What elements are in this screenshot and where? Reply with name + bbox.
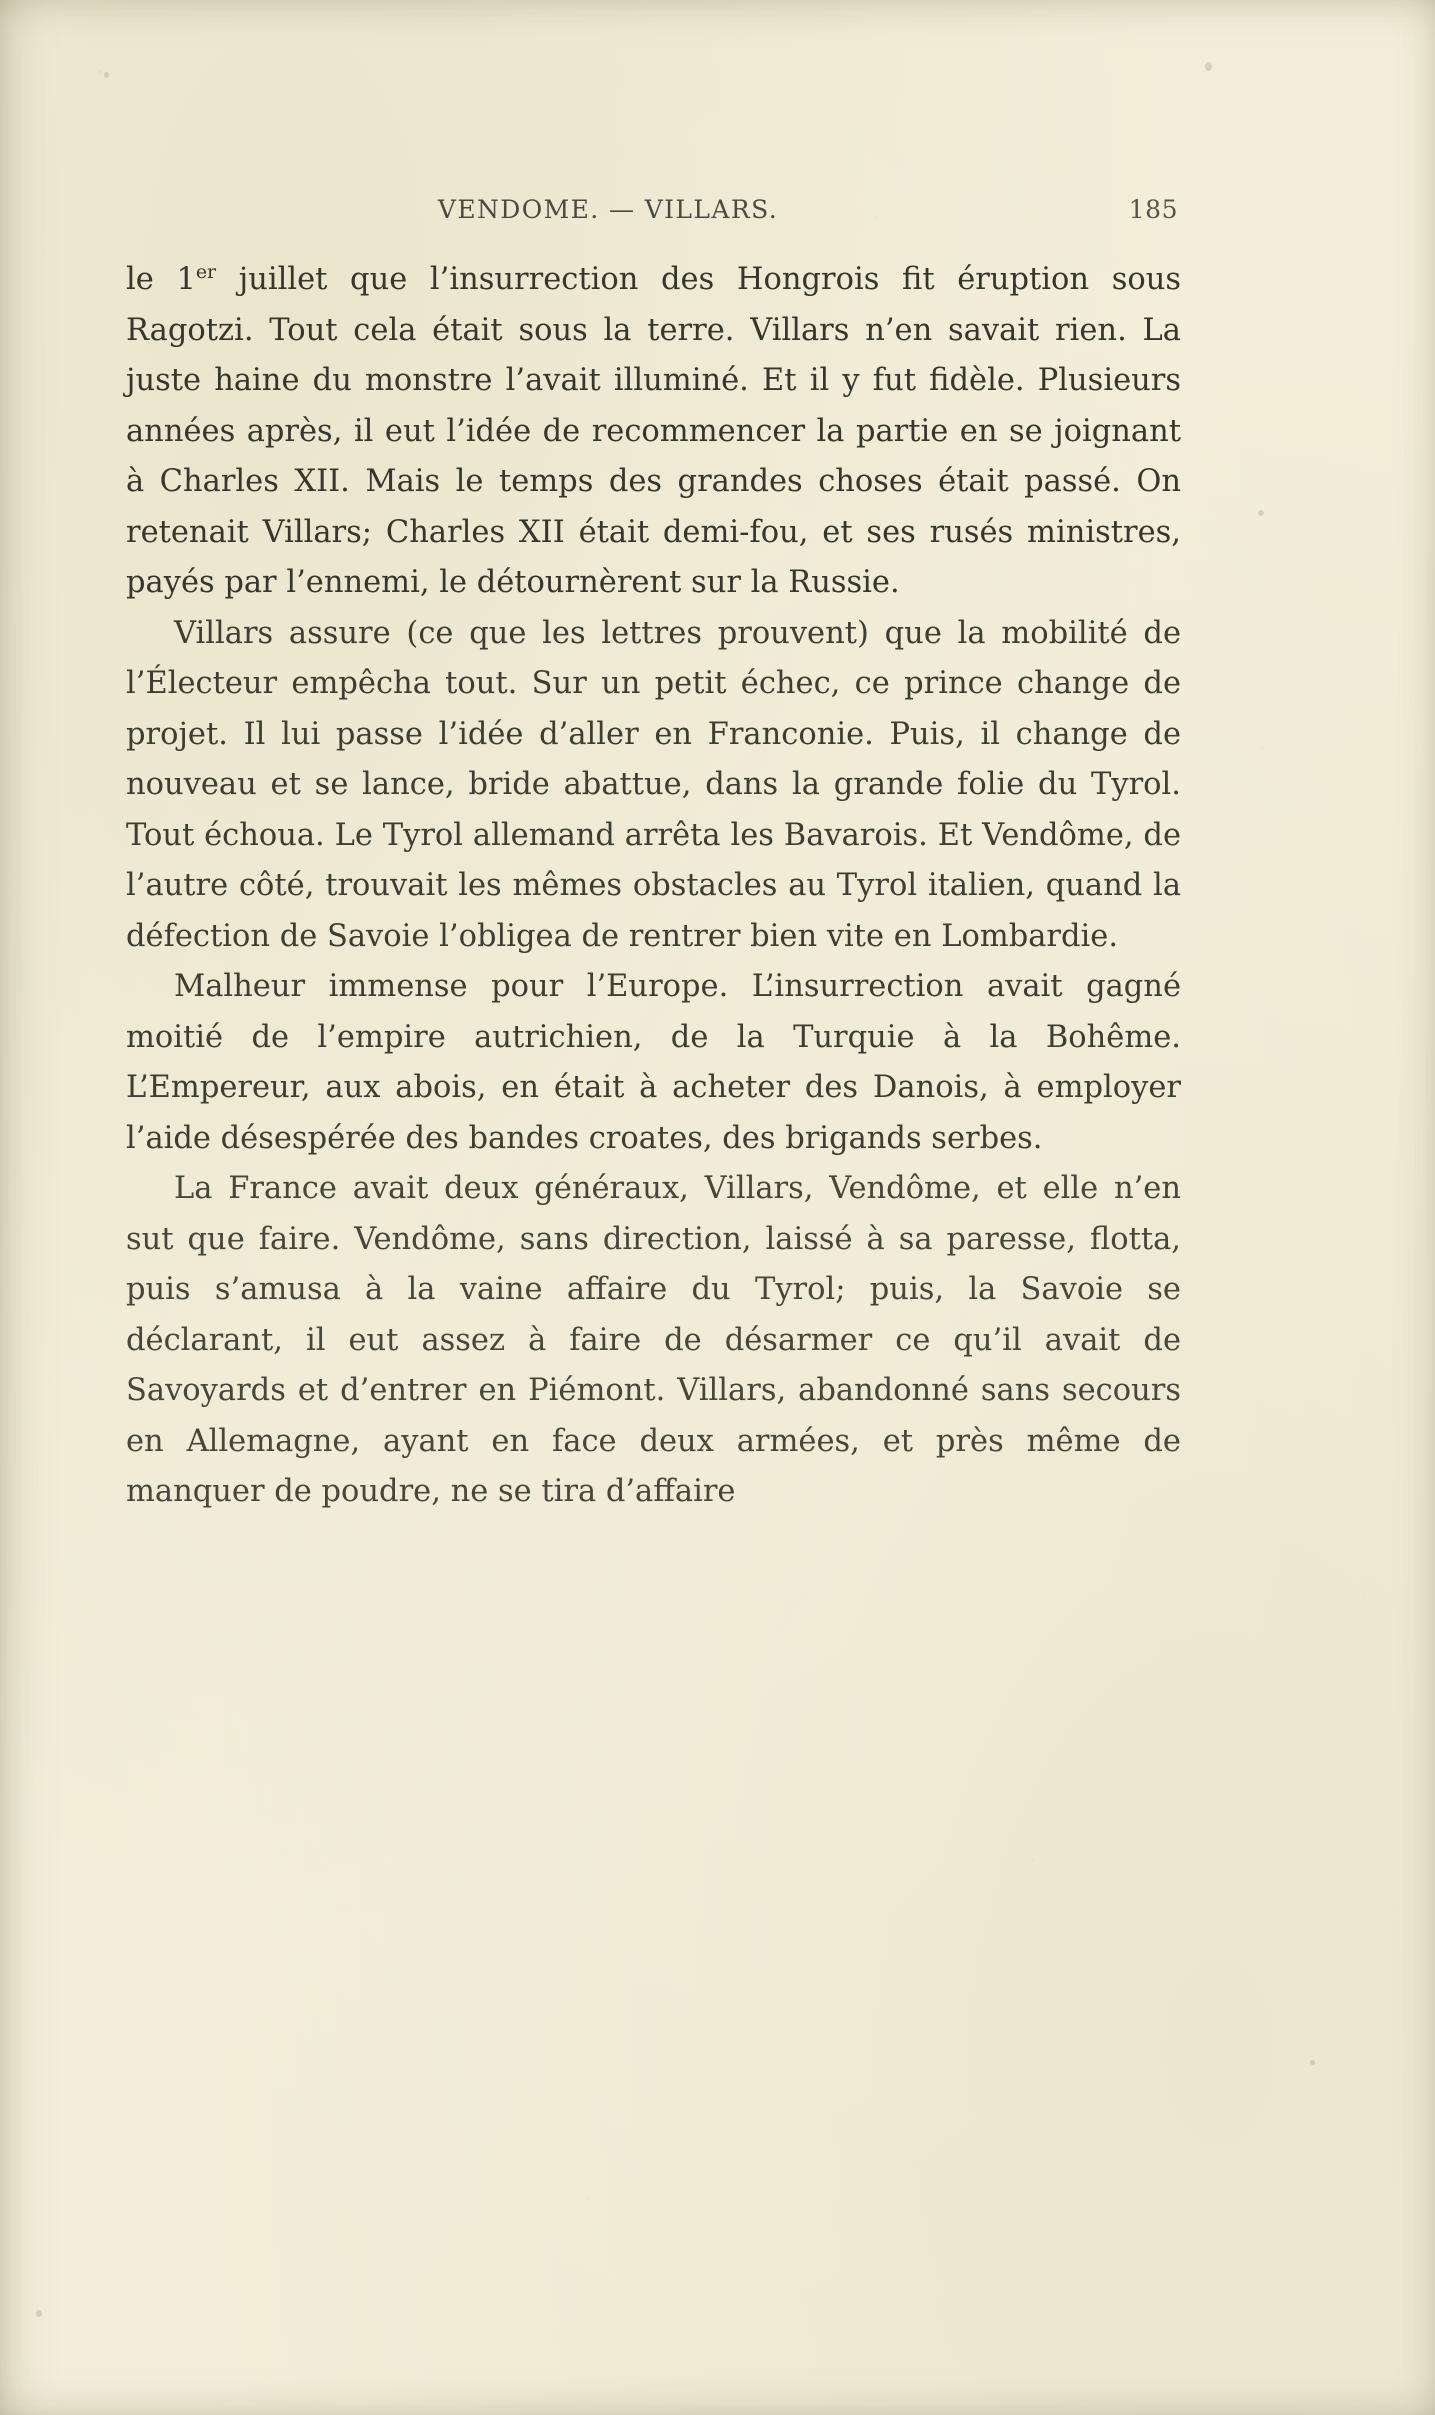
paragraph: Malheur immense pour l’Europe. L’insurrection avait gagné moitié de l’empire autrichien, de la Turquie à la Bohême. L’Empereur, aux abois, en était à acheter des Danois, à employer l’aide désespérée des bandes croates, des brigands serbes. (126, 969, 1181, 1156)
running-title: VENDOME. — VILLARS. (437, 195, 779, 224)
ordinal-suffix: er (195, 260, 217, 283)
paper-speck (1205, 62, 1212, 71)
paragraph-text: juillet que l’insurrection des Hongrois fit éruption sous Ragotzi. Tout cela était sous la terre. Villars n’en savait rien. La juste haine du monstre l’avait illuminé. Et il y fut fidèle. Plusieurs années après, il eut l’idée de recommencer la partie en se joignant à Charles XII. Mais le temps des grandes choses était passé. On retenait Villars; Charles XII était demi-fou, et ses rusés ministres, payés par l’ennemi, le détournèrent sur la Russie. (126, 262, 1182, 600)
paragraph: Villars assure (ce que les lettres prouvent) que la mobilité de l’Électeur empêcha tout. Sur un petit échec, ce prince change de projet. Il lui passe l’idée d’aller en Franconie. Puis, il change de nouveau et se lance, bride abattue, dans la grande folie du Tyrol. Tout échoua. Le Tyrol allemand arrêta les Bavarois. Et Vendôme, de l’autre côté, trouvait les mêmes obstacles au Tyrol italien, quand la défection de Savoie l’obligea de rentrer bien vite en Lombardie. (126, 615, 1181, 954)
paper-speck (1310, 2060, 1315, 2065)
paragraph: La France avait deux généraux, Villars, Vendôme, et elle n’en sut que faire. Vendôme, sans direction, laissé à sa paresse, flotta, puis s’amusa à la vaine affaire du Tyrol; puis, la Savoie se déclarant, il eut assez à faire de désarmer ce qu’il avait de Savoyards et d’entrer en Piémont. Villars, abandonné sans secours en Allemagne, ayant en face deux armées, et près même de manquer de poudre, ne se tira d’affaire (126, 1171, 1181, 1509)
paper-speck (36, 2310, 42, 2317)
paper-speck (1258, 510, 1264, 516)
page-header (128, 195, 1178, 224)
body-text-block (126, 255, 1181, 1518)
paragraph (126, 255, 1181, 609)
page-number: 185 (1128, 195, 1178, 224)
paragraph-lead: le 1 (126, 262, 196, 297)
paper-speck (104, 72, 109, 78)
